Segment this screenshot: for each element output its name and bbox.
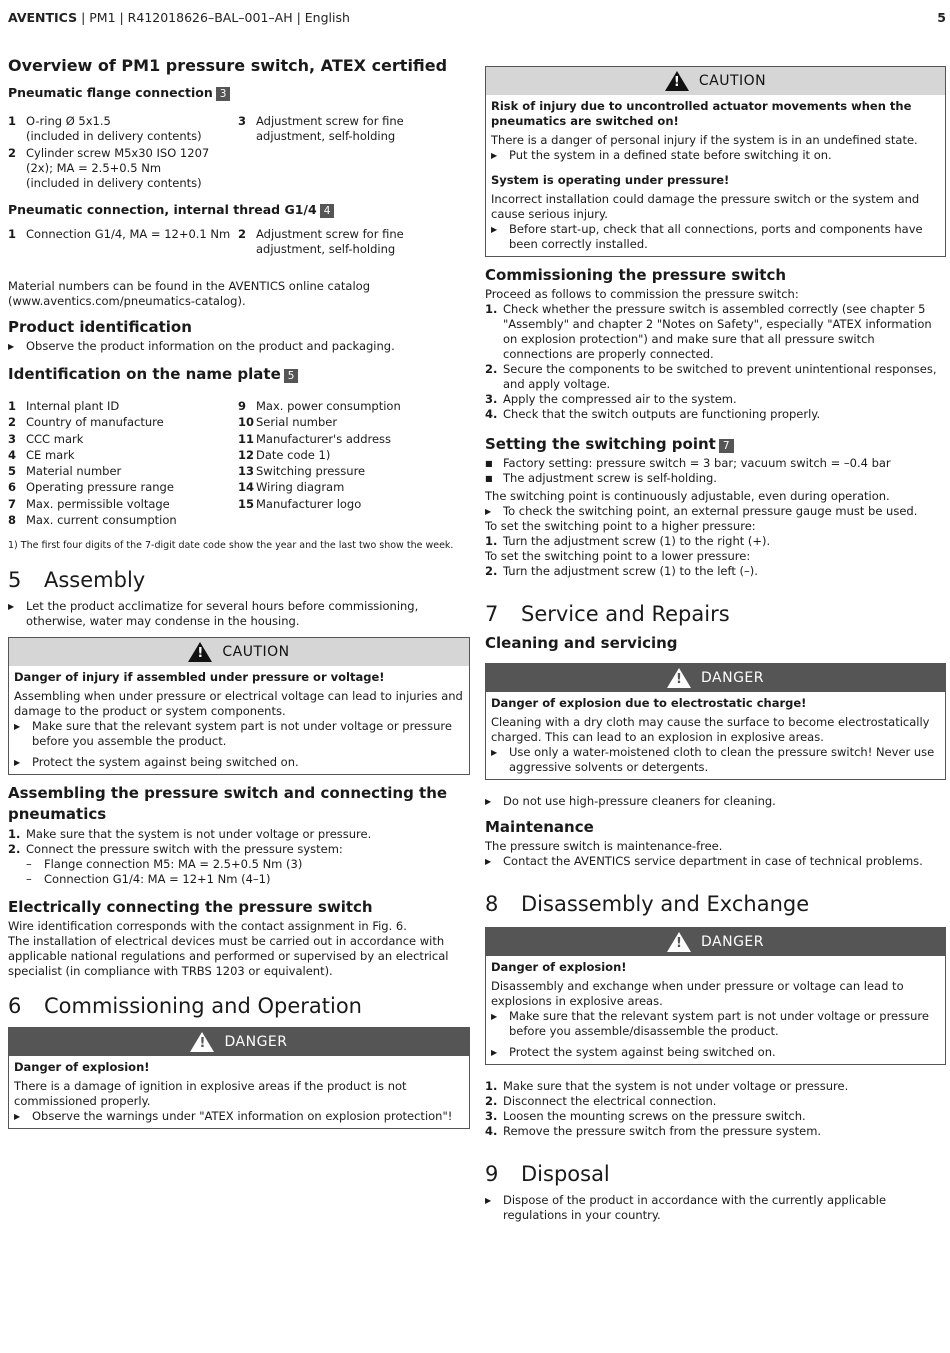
list-item: 2. Secure the components to be switched to prevent unintentional responses, and apply voltage. xyxy=(485,362,937,391)
doc-ref: | PM1 | R412018626–BAL–001–AH | English xyxy=(77,10,350,25)
switching-title: Setting the switching point 7 xyxy=(485,434,946,454)
electrical-title: Electrically connecting the pressure switch xyxy=(8,898,373,917)
list-item: ▶ Protect the system against being switched on. xyxy=(491,1045,776,1059)
list-item: 9 Max. power consumption xyxy=(238,399,401,413)
list-item: – Connection G1/4: MA = 12+1 Nm (4–1) xyxy=(26,872,271,887)
nameplate-title: Identification on the name plate 5 xyxy=(8,364,470,384)
list-item: 10 Serial number xyxy=(238,415,338,430)
comm-switch-title: Commissioning the pressure switch xyxy=(485,266,787,284)
caution-box: ! CAUTION Danger of injury if assembled under pressure or voltage! Assembling when under pressure or electrical voltage can lead to injuries and damage to the product or system components. ▶ Make sure that the relevant system part is not under voltage or pressure before you assemble the product. ▶ Protect the system against being switched on. xyxy=(8,637,470,775)
list-item: 1 Connection G1/4, MA = 12+0.1 Nm xyxy=(8,227,231,241)
list-item: 3. Apply the compressed air to the system. xyxy=(485,392,737,406)
chapter-heading: 7 Service and Repairs xyxy=(485,602,730,626)
list-item: 1. Check whether the pressure switch is assembled correctly (see chapter 5 "Assembly" and chapter 2 "Notes on Safety", especially "ATEX information on explosion protection") and make sure that all pressure switch connections are properly connected. xyxy=(485,302,932,361)
list-item: 3 Adjustment screw for fine adjustment, self-holding xyxy=(238,114,404,143)
warning-icon xyxy=(188,642,212,662)
list-item: ▶ Make sure that the relevant system part is not under voltage or pressure before you assemble/disassemble the product. xyxy=(491,1009,929,1038)
thread-list xyxy=(8,227,470,257)
caution-box: ! CAUTION Risk of injury due to uncontrolled actuator movements when the pneumatics are switched on! There is a danger of personal injury if the system is in an undefined state. ▶ Put the system in a defined state before switching it on. System is operating under pressure! Incorrect installation could damage the pressure switch or the system and cause serious injury. ▶ Before start-up, check that all connections, ports and components have been correctly installed. xyxy=(485,66,946,257)
list-item: ▶ To check the switching point, an external pressure gauge must be used. xyxy=(485,504,918,518)
assembling-title: Assembling the pressure switch and connecting the pneumatics xyxy=(8,784,448,824)
list-item: 13 Switching pressure xyxy=(238,464,366,479)
material-note: Material numbers can be found in the AVENTICS online catalog (www.aventics.com/pneumatics-catalog). xyxy=(8,279,370,308)
list-item: 6 Operating pressure range xyxy=(8,480,174,495)
disassembly-steps xyxy=(485,1079,946,1139)
cleaning-title: Cleaning and servicing xyxy=(485,634,678,652)
fig-ref: 7 xyxy=(719,439,734,453)
footnote: 1) The first four digits of the 7-digit date code show the year and the last two show the week. xyxy=(8,540,454,552)
list-item: 4. Remove the pressure switch from the pressure system. xyxy=(485,1124,822,1138)
fig-ref: 5 xyxy=(284,369,299,383)
thread-title: Pneumatic connection, internal thread G1/4 4 xyxy=(8,201,470,219)
list-item: ▶ Do not use high-pressure cleaners for cleaning. xyxy=(485,794,776,808)
list-item: ▶ Protect the system against being switched on. xyxy=(14,755,299,770)
list-item: ▶ Observe the product information on the product and packaging. xyxy=(8,339,395,353)
maintenance-title: Maintenance xyxy=(485,818,594,836)
warning-icon xyxy=(667,932,691,952)
list-item: 1. Make sure that the system is not under voltage or pressure. xyxy=(8,827,372,842)
paragraph: Wire identification corresponds with the contact assignment in Fig. 6. xyxy=(8,919,407,934)
list-item: – Flange connection M5: MA = 2.5+0.5 Nm (3) xyxy=(26,857,303,872)
list-item: 14 Wiring diagram xyxy=(238,480,345,495)
list-item: ▶ Contact the AVENTICS service department in case of technical problems. xyxy=(485,854,923,868)
warning-icon xyxy=(665,71,689,91)
list-item: ▶ Let the product acclimatize for several hours before commissioning, otherwise, water may condense in the housing. xyxy=(8,599,419,629)
fig-ref: 3 xyxy=(216,87,231,101)
danger-box: ! DANGER Danger of explosion! Disassembly and exchange when under pressure or voltage can lead to explosions in explosive areas. ▶ Make sure that the relevant system part is not under voltage or pressure before you assemble/disassemble the product. ▶ Protect the system against being switched on. xyxy=(485,927,946,1065)
page-header xyxy=(8,10,946,25)
chapter-heading: 9 Disposal xyxy=(485,1162,610,1186)
danger-box: ! DANGER Danger of explosion due to electrostatic charge! Cleaning with a dry cloth may cause the surface to become electrostatically charged. This can lead to an explosion in explosive areas. ▶ Use only a water-moistened cloth to clean the pressure switch! Never use aggressive solvents or detergents. xyxy=(485,663,946,780)
right-column: ! CAUTION Risk of injury due to uncontrolled actuator movements when the pneumatics are switched on! There is a danger of personal injury if the system is in an undefined state. ▶ Put the system in a defined state before switching it on. System is operating under pressure! Incorrect installation could damage the pressure switch or the system and cause serious injury. ▶ Before start-up, check that all connections, ports and components have been correctly installed. Commissioning the pressure switch Proceed as follows to commission the pressure switch: 1. Check whether the pressure switch is assembled correctly (see chapter 5 "Assembly" and chapter 2 "Notes on Safety", especially "ATEX information on explosion protection") and make sure that all pressure switch connections are properly connected. 2. Secure the components to be switched to prevent unintentional responses, and apply voltage. 3. Apply the compressed air to the system. 4. Check that the switch outputs are functioning properly. Setting the switching point 7 ■ Factory setting: pressure switch = 3 bar; vacuum switch = –0.4 bar ■ The adjustment screw is self-holding. The switching point is continuously adjustable, even during operation. ▶ To check the switching point, an external pressure gauge must be used. To set the switching point to a higher pressure: 1. Turn the adjustment screw (1) to the right (+). To set the switching point to a lower pressure: 2. Turn the adjustment screw (1) to the left (–). 7 Service and Repairs Cleaning and servicing ! DANGER Danger of explosion due to electrostatic charge! Cleaning with a dry cloth may cause the surface to become electrostatically charged. This can lead to an explosion in explosive areas. ▶ Use only a water-moistened cloth to clean the pressure switch! Never use aggressive solvents or detergents. ▶ Do not use high-pressure cleaners for cleaning. Maintenance The pressure switch is maintenance-free. ▶ Contact the AVENTICS service department in case of technical problems. 8 Disassembly and Exchange ! DANGER Danger of explosion! Disassembly and exchange when under pressure or voltage can lead to explosions in explosive areas. ▶ Make sure that the relevant system part is not under voltage or pressure before you assemble/disassemble the product. ▶ Protect the system against being switched on. 1. Make sure that the system is not under voltage or pressure. 2. Disconnect the electrical connection. 3. Loosen the mounting screws on the pressure switch. 4. Remove the pressure switch from the pressure system. 9 Disposal ▶ Dispose of the product in accordance with the currently applicable regulations in your country. xyxy=(485,66,946,1223)
list-item: ▶ Dispose of the product in accordance with the currently applicable regulations in your country. xyxy=(485,1193,887,1222)
list-item: ▶ Make sure that the relevant system part is not under voltage or pressure before you assemble the product. xyxy=(14,719,452,749)
list-item: 2. Turn the adjustment screw (1) to the left (–). xyxy=(485,564,758,578)
product-id-title: Product identification xyxy=(8,318,192,336)
list-item: 2 Adjustment screw for fine adjustment, self-holding xyxy=(238,227,404,256)
chapter-heading: 8 Disassembly and Exchange xyxy=(485,892,810,916)
list-item: 11 Manufacturer's address xyxy=(238,431,392,446)
list-item: ▶ Put the system in a defined state before switching it on. xyxy=(491,148,832,162)
list-item: 3. Loosen the mounting screws on the pressure switch. xyxy=(485,1109,806,1123)
list-item: 1 O-ring Ø 5x1.5 (included in delivery contents) xyxy=(8,114,202,143)
list-item: 1 Internal plant ID xyxy=(8,399,120,413)
list-item: 2 Country of manufacture xyxy=(8,415,164,430)
chapter-heading: 5 Assembly xyxy=(8,568,146,593)
list-item: ▶ Observe the warnings under "ATEX information on explosion protection"! xyxy=(14,1109,453,1124)
chapter-heading: 6 Commissioning and Operation xyxy=(8,994,362,1019)
fig-ref: 4 xyxy=(320,204,335,218)
list-item: 8 Max. current consumption xyxy=(8,513,177,528)
overview-title: Overview of PM1 pressure switch, ATEX certified xyxy=(8,56,448,75)
danger-box: ! DANGER Danger of explosion! There is a damage of ignition in explosive areas if the product is not commissioned properly. ▶ Observe the warnings under "ATEX information on explosion protection"! xyxy=(8,1027,470,1129)
list-item: ■ The adjustment screw is self-holding. xyxy=(485,471,717,485)
list-item: ▶ Use only a water-moistened cloth to clean the pressure switch! Never use aggressive solvents or detergents. xyxy=(491,745,935,774)
page-number: 5 xyxy=(937,10,946,25)
flange-list xyxy=(8,114,470,191)
flange-title: Pneumatic flange connection 3 xyxy=(8,84,470,102)
list-item: ■ Factory setting: pressure switch = 3 bar; vacuum switch = –0.4 bar xyxy=(485,456,891,470)
list-item: 15 Manufacturer logo xyxy=(238,496,362,511)
paragraph: The installation of electrical devices must be carried out in accordance with applicable national regulations and performed or supervised by an electrical specialist (in compliance with TRBS 1203 or equivalent). xyxy=(8,934,449,979)
list-item: 2. Connect the pressure switch with the pressure system: xyxy=(8,842,343,857)
left-column xyxy=(8,56,470,1137)
list-item: 3 CCC mark xyxy=(8,431,84,446)
list-item: 1. Make sure that the system is not under voltage or pressure. xyxy=(485,1079,849,1093)
nameplate-list xyxy=(8,398,470,528)
list-item: 4 CE mark xyxy=(8,447,75,462)
list-item: 2 Cylinder screw M5x30 ISO 1207 (2x); MA = 2.5+0.5 Nm (included in delivery contents) xyxy=(8,146,210,190)
brand: AVENTICS xyxy=(8,10,78,25)
list-item: ▶ Before start-up, check that all connections, ports and components have been correctly installed. xyxy=(491,222,923,251)
warning-icon xyxy=(667,668,691,688)
list-item: 4. Check that the switch outputs are functioning properly. xyxy=(485,407,821,421)
list-item: 5 Material number xyxy=(8,464,122,479)
list-item: 2. Disconnect the electrical connection. xyxy=(485,1094,717,1108)
list-item: 1. Turn the adjustment screw (1) to the right (+). xyxy=(485,534,771,548)
list-item: 12 Date code 1) xyxy=(238,447,331,462)
warning-icon xyxy=(190,1032,214,1052)
list-item: 7 Max. permissible voltage xyxy=(8,496,170,511)
